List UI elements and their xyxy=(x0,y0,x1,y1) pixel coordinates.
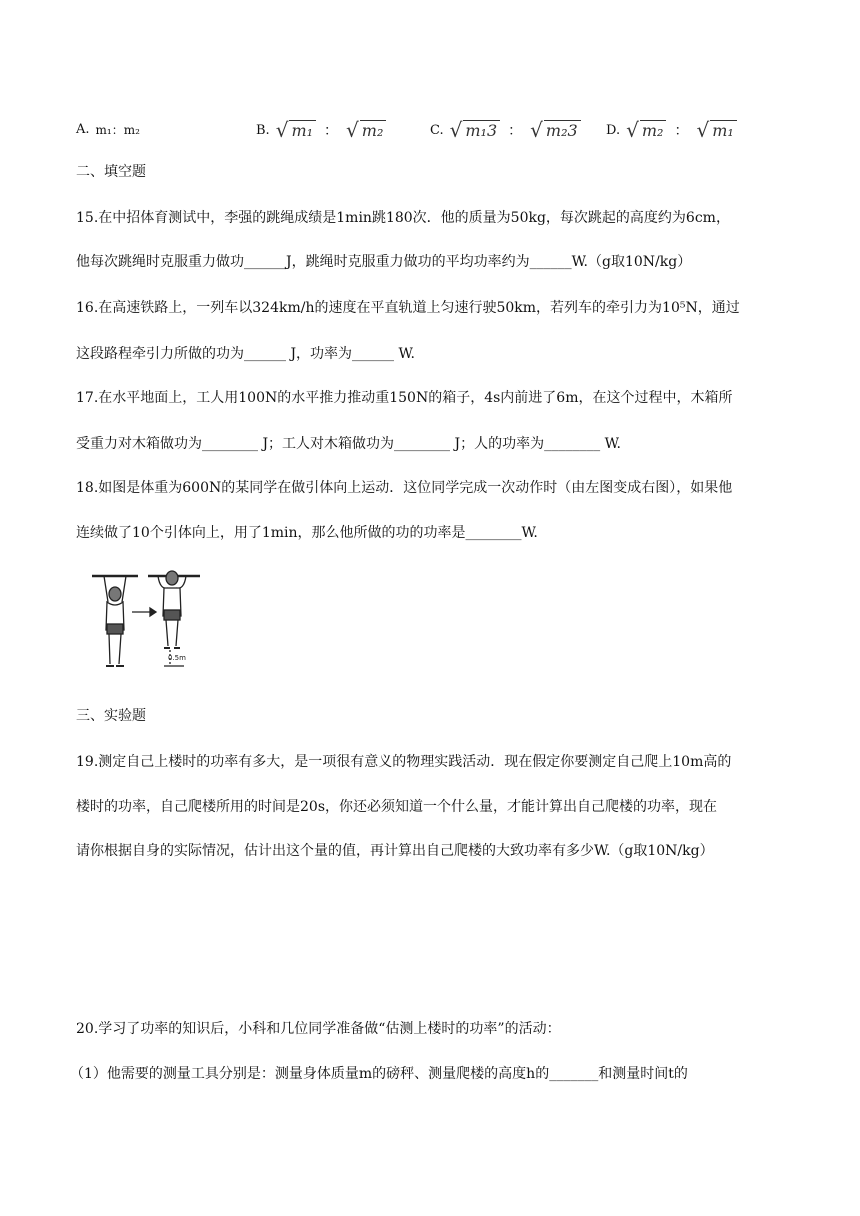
option-d-right-sqrt: √ m₁ xyxy=(696,118,736,142)
q18-line-2: 连续做了10个引体向上，用了1min，那么他所做的功的功率是________W. xyxy=(76,525,538,541)
option-d-left-sqrt: √ m₂ xyxy=(626,118,666,142)
q19-line-1: 19.测定自己上楼时的功率有多大，是一项很有意义的物理实践活动．现在假定你要测定自己爬上10m高的 xyxy=(76,754,732,770)
option-d-label: D. xyxy=(606,122,621,138)
option-a-label: A. xyxy=(76,122,90,137)
option-c-left-sqrt: √ m₁3 xyxy=(450,118,501,142)
q19-line-3: 请你根据自身的实际情况，估计出这个量的值，再计算出自己爬楼的大致功率有多少W.（g取10N/kg） xyxy=(76,843,714,859)
option-c-label: C. xyxy=(430,122,444,138)
option-a xyxy=(76,121,140,138)
q19-line-2: 楼时的功率，自己爬楼所用的时间是20s，你还必须知道一个什么量，才能计算出自己爬楼的功率，现在 xyxy=(76,799,717,815)
option-c: C. √ m₁3 ： √ m₂3 xyxy=(430,118,581,142)
figure-height-label: 0.5m xyxy=(168,654,186,662)
option-b-label: B. xyxy=(256,122,270,138)
q15-line-2: 他每次跳绳时克服重力做功______J，跳绳时克服重力做功的平均功率约为______W.（g取10N/kg） xyxy=(76,254,692,270)
option-b: B. √ m₁ ： √ m₂ xyxy=(256,118,386,142)
option-b-left-sqrt: √ m₁ xyxy=(276,118,316,142)
q16-line-1: 16.在高速铁路上，一列车以324km/h的速度在平直轨道上匀速行驶50km，若列车的牵引力为10⁵N，通过 xyxy=(76,300,740,316)
section-title-fill-in: 二、填空题 xyxy=(76,164,146,180)
option-c-right-sqrt: √ m₂3 xyxy=(530,118,581,142)
q17-line-1: 17.在水平地面上，工人用100N的水平推力推动重150N的箱子，4s内前进了6m，在这个过程中，木箱所 xyxy=(76,390,733,406)
section-title-experiment: 三、实验题 xyxy=(76,708,146,724)
q20-line-2: （1）他需要的测量工具分别是：测量身体质量m的磅秤、测量爬楼的高度h的_______和测量时间t的 xyxy=(70,1066,688,1082)
q16-line-2: 这段路程牵引力所做的功为______ J，功率为______ W. xyxy=(76,346,415,362)
option-a-text: m₁：m₂ xyxy=(95,123,140,137)
q17-line-2: 受重力对木箱做功为________ J；工人对木箱做功为________ J；人的功率为________ W. xyxy=(76,436,621,452)
q15-line-1: 15.在中招体育测试中，李强的跳绳成绩是1min跳180次．他的质量为50kg，每次跳起的高度约为6cm， xyxy=(76,210,730,226)
q18-line-1: 18.如图是体重为600N的某同学在做引体向上运动．这位同学完成一次动作时（由左图变成右图），如果他 xyxy=(76,480,733,496)
q20-line-1: 20.学习了功率的知识后，小科和几位同学准备做“估测上楼时的功率”的活动： xyxy=(76,1021,561,1037)
pull-up-figure xyxy=(88,568,204,680)
option-d: D. √ m₂ ： √ m₁ xyxy=(606,118,737,142)
option-b-right-sqrt: √ m₂ xyxy=(346,118,386,142)
